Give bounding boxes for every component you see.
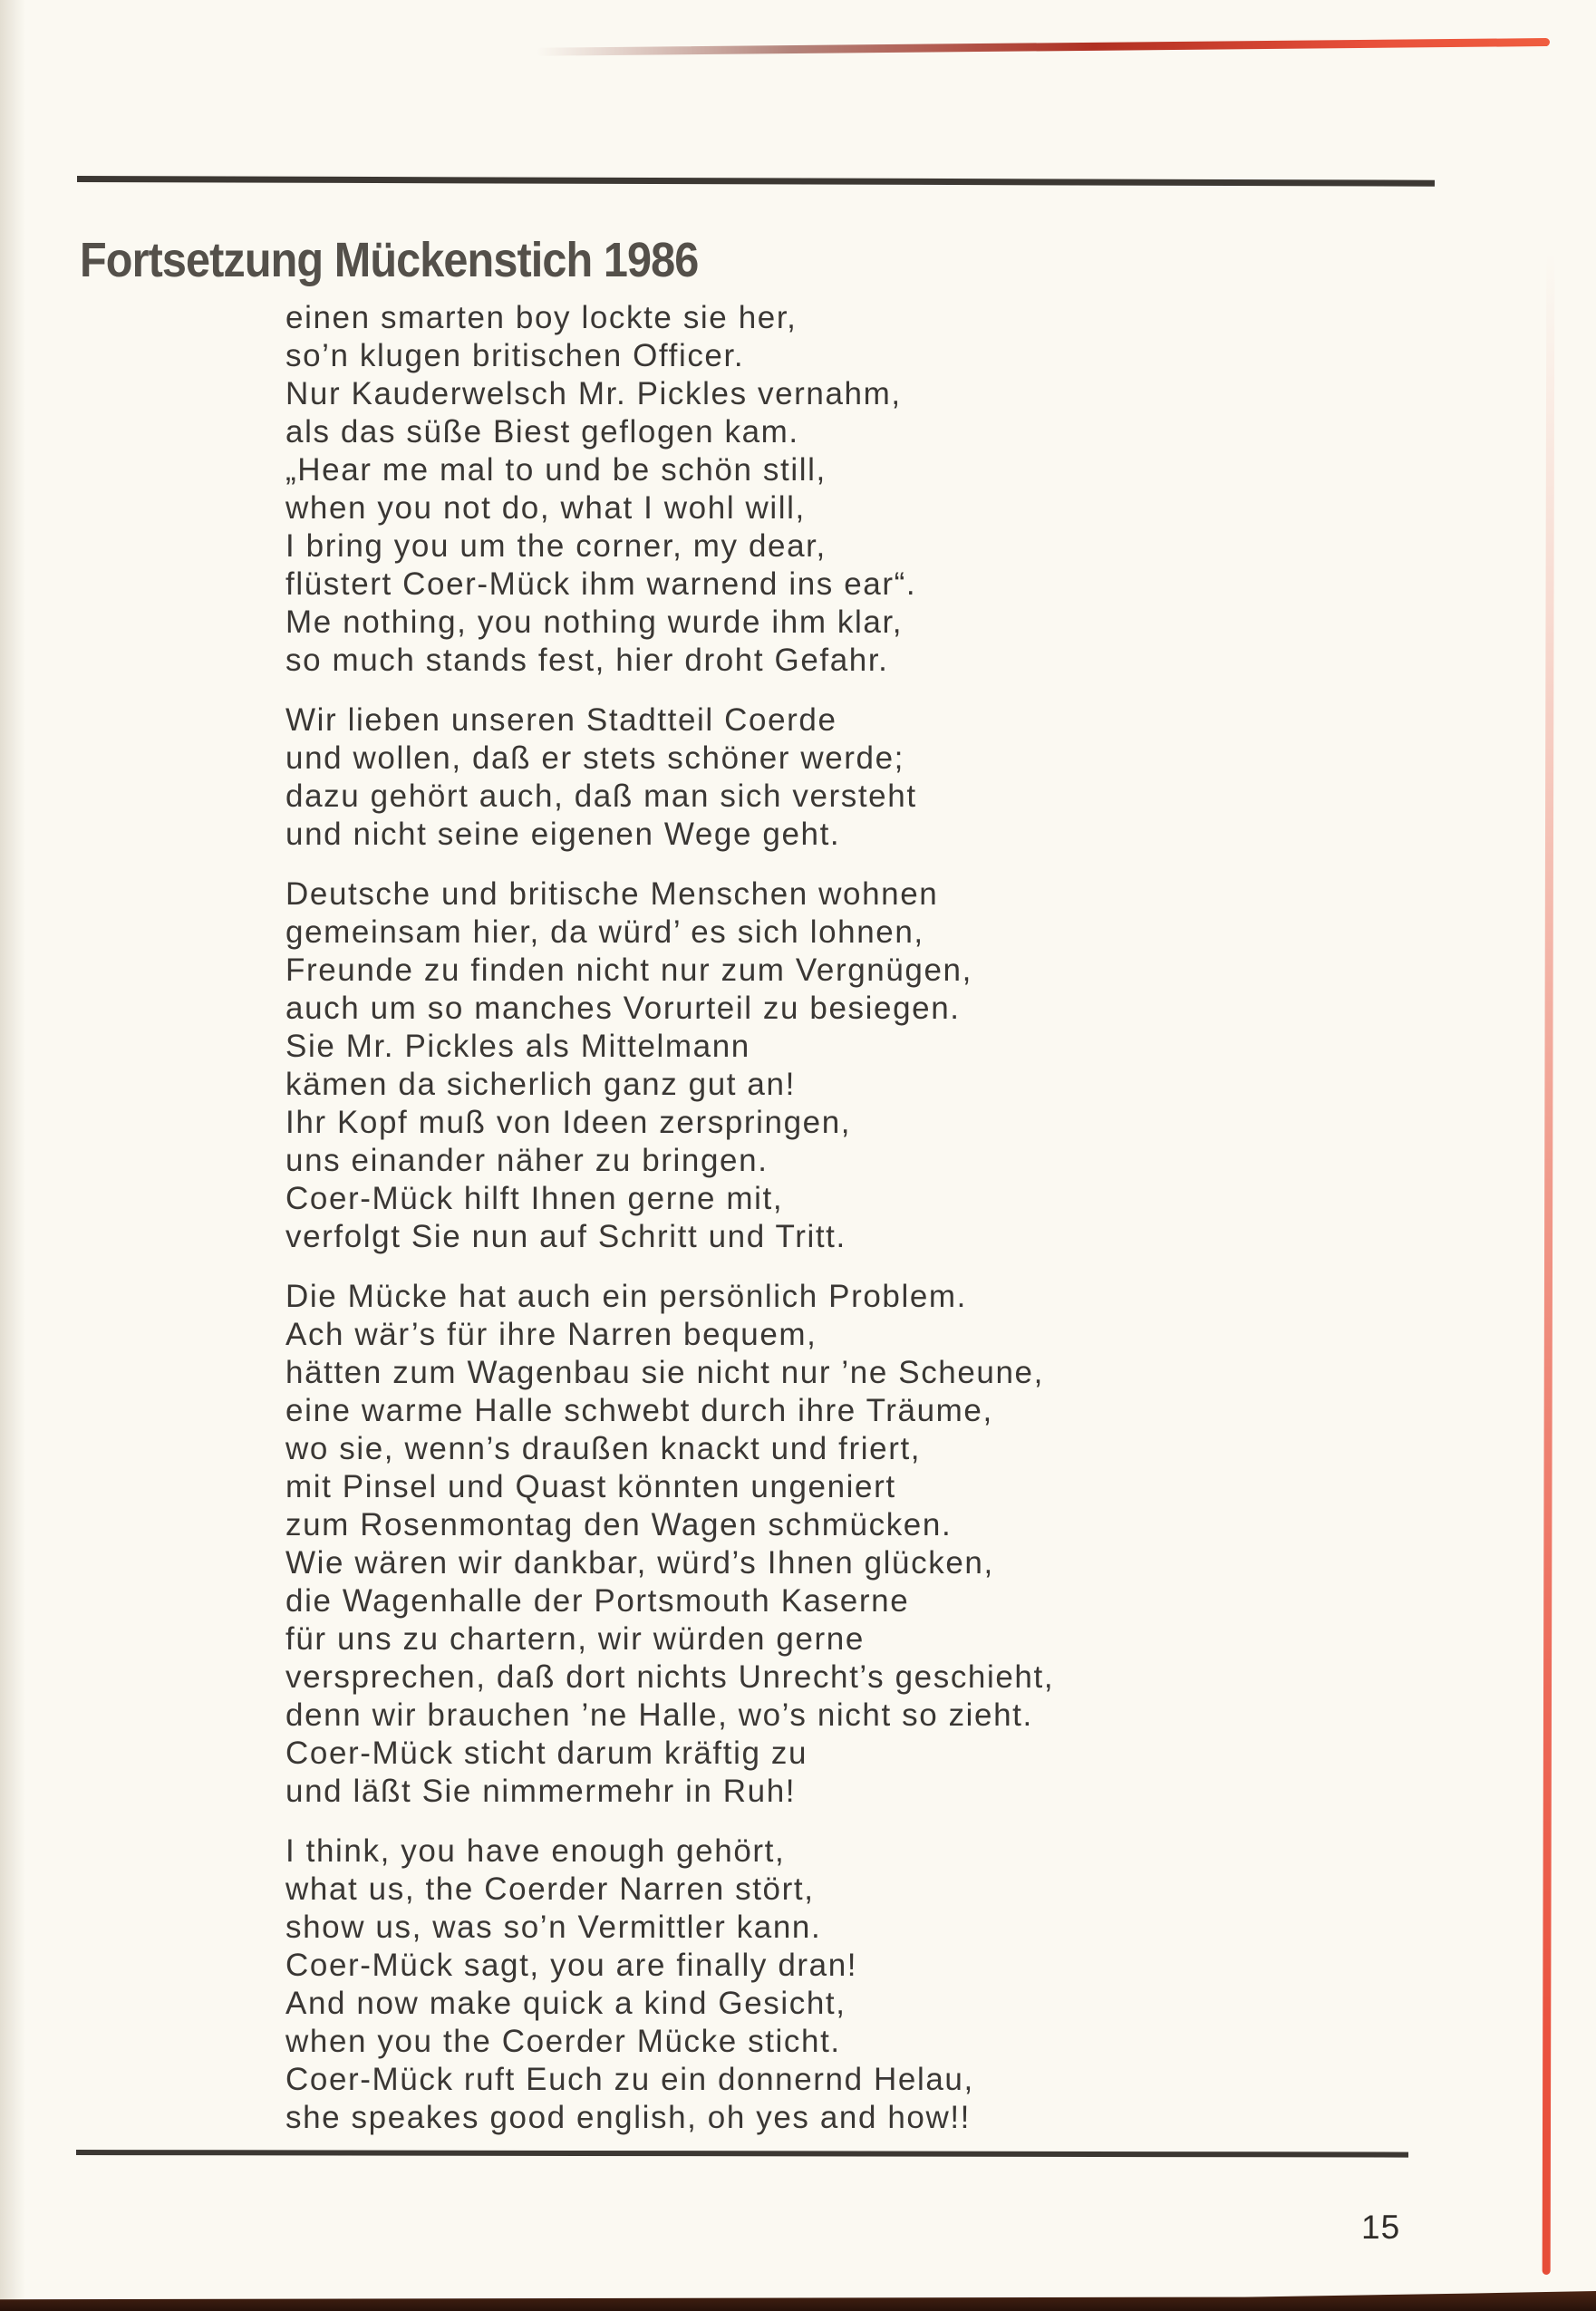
poem-line: so’n klugen britischen Officer. <box>285 338 745 373</box>
poem-line: und wollen, daß er stets schöner werde; <box>285 740 905 776</box>
book-bottom-edge <box>0 2291 1596 2311</box>
poem <box>285 299 1464 2159</box>
poem-line: flüstert Coer-Mück ihm warnend ins ear“. <box>285 566 917 602</box>
poem-line: Coer-Mück hilft Ihnen gerne mit, <box>285 1181 784 1216</box>
poem-line: Deutsche und britische Menschen wohnen <box>285 876 939 912</box>
poem-line: kämen da sicherlich ganz gut an! <box>285 1067 796 1102</box>
poem-line: auch um so manches Vorurteil zu besiegen. <box>285 991 961 1026</box>
poem-line: show us, was so’n Vermittler kann. <box>285 1910 822 1945</box>
top-divider-rule <box>77 176 1435 187</box>
page-number: 15 <box>1361 2209 1401 2246</box>
poem-line: I think, you have enough gehört, <box>285 1833 786 1869</box>
poem-line: denn wir brauchen ’ne Halle, wo’s nicht so zieht. <box>285 1697 1033 1733</box>
poem-stanza <box>285 1832 1464 2137</box>
poem-line: uns einander näher zu bringen. <box>285 1143 769 1178</box>
poem-line: als das süße Biest geflogen kam. <box>285 414 799 450</box>
poem-line: when you not do, what I wohl will, <box>285 490 806 526</box>
poem-line: hätten zum Wagenbau sie nicht nur ’ne Scheune, <box>285 1355 1044 1390</box>
poem-line: gemeinsam hier, da würd’ es sich lohnen, <box>285 914 924 950</box>
poem-line: Sie Mr. Pickles als Mittelmann <box>285 1029 750 1064</box>
poem-line: when you the Coerder Mücke sticht. <box>285 2024 841 2059</box>
red-cover-edge-right <box>1543 252 1555 2275</box>
poem-line: versprechen, daß dort nichts Unrecht’s geschieht, <box>285 1659 1055 1695</box>
poem-line: I bring you um the corner, my dear, <box>285 528 827 564</box>
poem-line: wo sie, wenn’s draußen knackt und friert, <box>285 1431 922 1466</box>
poem-line: Coer-Mück sticht darum kräftig zu <box>285 1736 808 1771</box>
poem-line: für uns zu chartern, wir würden gerne <box>285 1621 865 1657</box>
poem-stanza <box>285 875 1464 1256</box>
scan-left-shadow <box>0 0 25 2311</box>
poem-line: what us, the Coerder Narren stört, <box>285 1871 815 1907</box>
poem-line: Freunde zu finden nicht nur zum Vergnügen, <box>285 952 972 988</box>
poem-line: einen smarten boy lockte sie her, <box>285 300 798 335</box>
poem-line: so much stands fest, hier droht Gefahr. <box>285 643 889 678</box>
poem-line: Wie wären wir dankbar, würd’s Ihnen glücken, <box>285 1545 994 1581</box>
poem-line: die Wagenhalle der Portsmouth Kaserne <box>285 1583 910 1619</box>
poem-line: Me nothing, you nothing wurde ihm klar, <box>285 604 904 640</box>
poem-line: And now make quick a kind Gesicht, <box>285 1986 846 2021</box>
poem-line: she speakes good english, oh yes and how!! <box>285 2100 972 2135</box>
poem-line: mit Pinsel und Quast könnten ungeniert <box>285 1469 896 1504</box>
poem-line: Nur Kauderwelsch Mr. Pickles vernahm, <box>285 376 902 411</box>
poem-stanza <box>285 701 1464 854</box>
poem-stanza <box>285 1278 1464 1811</box>
poem-line: dazu gehört auch, daß man sich versteht <box>285 778 917 814</box>
poem-line: Die Mücke hat auch ein persönlich Problem. <box>285 1279 967 1314</box>
poem-line: Wir lieben unseren Stadtteil Coerde <box>285 702 837 738</box>
poem-line: Coer-Mück sagt, you are finally dran! <box>285 1948 858 1983</box>
poem-stanza <box>285 299 1464 680</box>
poem-line: Coer-Mück ruft Euch zu ein donnernd Helau, <box>285 2062 974 2097</box>
bottom-divider-rule <box>76 2150 1408 2158</box>
poem-line: und läßt Sie nimmermehr in Ruh! <box>285 1774 797 1809</box>
poem-line: und nicht seine eigenen Wege geht. <box>285 817 841 852</box>
poem-line: zum Rosenmontag den Wagen schmücken. <box>285 1507 953 1542</box>
page-title: Fortsetzung Mückenstich 1986 <box>80 233 699 288</box>
poem-line: eine warme Halle schwebt durch ihre Träume, <box>285 1393 993 1428</box>
poem-line: Ihr Kopf muß von Ideen zerspringen, <box>285 1105 852 1140</box>
poem-line: Ach wär’s für ihre Narren bequem, <box>285 1317 817 1352</box>
poem-line: „Hear me mal to und be schön still, <box>285 452 827 488</box>
red-cover-edge-top <box>537 38 1550 56</box>
poem-line: verfolgt Sie nun auf Schritt und Tritt. <box>285 1219 846 1254</box>
